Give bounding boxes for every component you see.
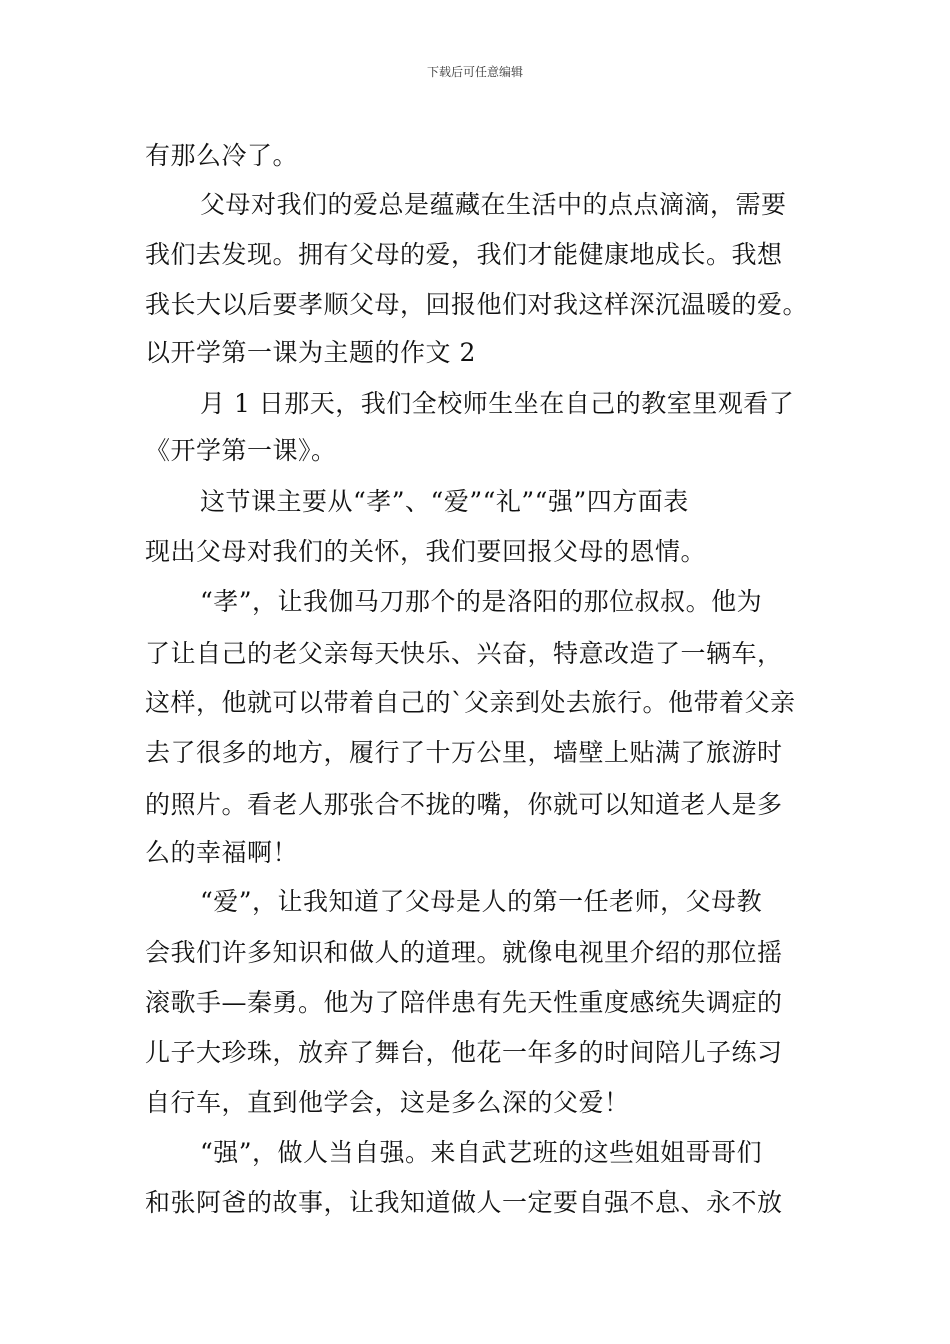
document-body (0, 120, 950, 1320)
text-line: 的照片。看老人那张合不拢的嘴，你就可以知道老人是多 (145, 790, 783, 819)
text-line: 会我们许多知识和做人的道理。就像电视里介绍的那位摇 (145, 938, 783, 967)
text-line: 我长大以后要孝顺父母，回报他们对我这样深沉温暖的爱。 (145, 290, 809, 319)
text-line: “强”，做人当自强。来自武艺班的这些姐姐哥哥们 (200, 1138, 763, 1167)
text-line: “爱”，让我知道了父母是人的第一任老师，父母教 (200, 887, 763, 916)
text-line: 去了很多的地方，履行了十万公里，墙壁上贴满了旅游时 (145, 738, 783, 767)
text-line: 有那么冷了。 (145, 141, 299, 170)
text-line: 和张阿爸的故事，让我知道做人一定要自强不息、永不放 (145, 1188, 783, 1217)
text-line: 么的幸福啊！ (145, 838, 299, 867)
text-line: 儿子大珍珠，放弃了舞台，他花一年多的时间陪儿子练习 (145, 1038, 783, 1067)
text-line: 滚歌手—秦勇。他为了陪伴患有先天性重度感统失调症的 (145, 988, 783, 1017)
essay-title: 以开学第一课为主题的作文 2 (145, 338, 476, 367)
text-line: 这样，他就可以带着自己的`父亲到处去旅行。他带着父亲 (145, 688, 796, 717)
text-line: 这节课主要从“孝”、“爱”“礼”“强”四方面表 (200, 487, 689, 516)
text-line: 现出父母对我们的关怀，我们要回报父母的恩情。 (145, 537, 707, 566)
text-line: “孝”，让我伽马刀那个的是洛阳的那位叔叔。他为 (200, 587, 763, 616)
page-header: 下载后可任意编辑 (426, 65, 523, 79)
text-line: 月 1 日那天，我们全校师生坐在自己的教室里观看了 (200, 389, 795, 418)
text-line: 了让自己的老父亲每天快乐、兴奋，特意改造了一辆车， (145, 639, 783, 668)
text-line: 父母对我们的爱总是蕴藏在生活中的点点滴滴，需要 (200, 190, 787, 219)
text-line: 《开学第一课》。 (145, 436, 337, 465)
text-line: 我们去发现。拥有父母的爱，我们才能健康地成长。我想 (145, 240, 783, 269)
text-line: 自行车，直到他学会，这是多么深的父爱！ (145, 1088, 630, 1117)
